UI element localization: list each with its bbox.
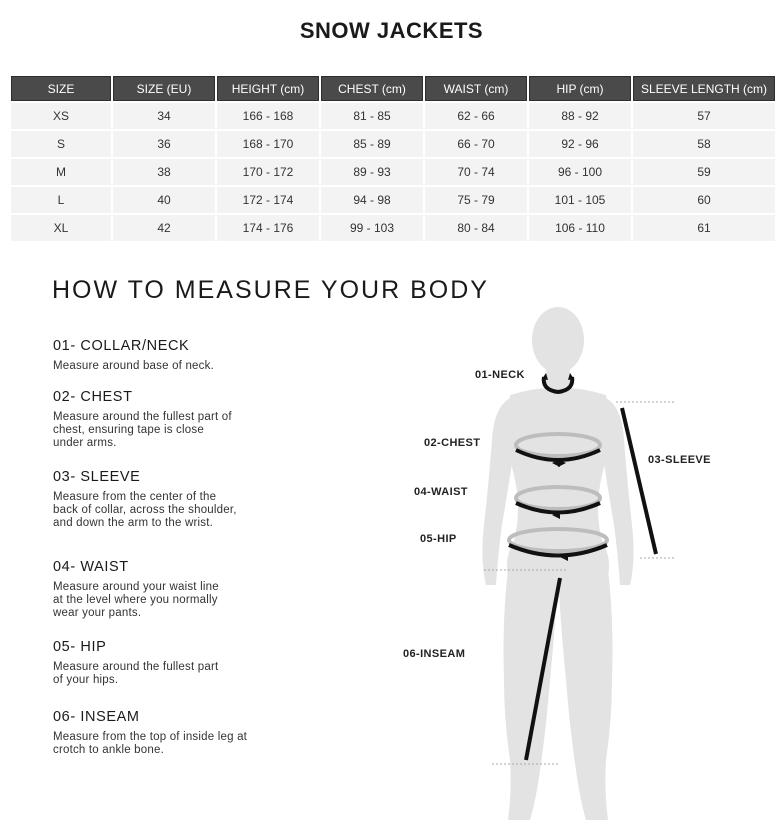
table-row	[11, 131, 775, 157]
table-cell: 57	[633, 103, 775, 129]
measure-item-title: 05- HIP	[53, 639, 107, 655]
header-sleeve-length: SLEEVE LENGTH (cm)	[633, 76, 775, 101]
table-cell: 60	[633, 187, 775, 213]
table-cell: 94 - 98	[321, 187, 423, 213]
measure-item-title: 06- INSEAM	[53, 709, 140, 725]
table-cell: 101 - 105	[529, 187, 631, 213]
table-cell: 34	[113, 103, 215, 129]
table-row	[11, 103, 775, 129]
header-hip: HIP (cm)	[529, 76, 631, 101]
table-cell: 89 - 93	[321, 159, 423, 185]
table-row	[11, 159, 775, 185]
measure-item-title: 01- COLLAR/NECK	[53, 338, 190, 354]
chest-label: 02-CHEST	[424, 437, 481, 449]
table-cell: 70 - 74	[425, 159, 527, 185]
table-cell: 42	[113, 215, 215, 241]
measure-item-waist	[53, 559, 263, 620]
table-cell: 38	[113, 159, 215, 185]
header-height: HEIGHT (cm)	[217, 76, 319, 101]
table-cell: 62 - 66	[425, 103, 527, 129]
table-cell: 36	[113, 131, 215, 157]
measure-item-desc: Measure around base of neck.	[53, 360, 214, 372]
table-cell: 75 - 79	[425, 187, 527, 213]
sleeve-label: 03-SLEEVE	[648, 454, 711, 466]
table-cell: 66 - 70	[425, 131, 527, 157]
size-chart-table	[9, 74, 777, 243]
table-cell: 174 - 176	[217, 215, 319, 241]
page-title: SNOW JACKETS	[299, 18, 484, 43]
table-cell: 99 - 103	[321, 215, 423, 241]
table-cell: 92 - 96	[529, 131, 631, 157]
header-size-eu: SIZE (EU)	[113, 76, 215, 101]
measure-item-title: 02- CHEST	[53, 389, 133, 405]
measure-item-chest	[53, 389, 263, 450]
table-cell: 80 - 84	[425, 215, 527, 241]
table-cell: 81 - 85	[321, 103, 423, 129]
neck-label: 01-NECK	[475, 369, 525, 381]
table-cell: 61	[633, 215, 775, 241]
table-cell: 106 - 110	[529, 215, 631, 241]
measure-item-desc: Measure from the top of inside leg at crotch to ankle bone.	[53, 731, 248, 756]
table-row	[11, 215, 775, 241]
table-cell: XL	[11, 215, 111, 241]
measure-item-inseam	[53, 709, 263, 757]
measure-item-sleeve	[53, 469, 263, 530]
table-cell: L	[11, 187, 111, 213]
body-silhouette-icon	[380, 300, 780, 830]
table-header-row	[11, 76, 775, 101]
table-cell: XS	[11, 103, 111, 129]
how-to-measure-title: HOW TO MEASURE YOUR BODY	[52, 276, 489, 304]
header-chest: CHEST (cm)	[321, 76, 423, 101]
measure-item-neck	[53, 338, 263, 373]
measure-item-desc: Measure around the fullest part of chest, ensuring tape is close under arms.	[53, 411, 232, 449]
table-cell: 58	[633, 131, 775, 157]
measure-item-hip	[53, 639, 263, 687]
table-cell: M	[11, 159, 111, 185]
table-cell: 168 - 170	[217, 131, 319, 157]
measure-item-desc: Measure around the fullest part of your hips.	[53, 661, 219, 686]
table-cell: 172 - 174	[217, 187, 319, 213]
header-size: SIZE	[11, 76, 111, 101]
table-cell: 88 - 92	[529, 103, 631, 129]
measure-item-title: 04- WAIST	[53, 559, 129, 575]
table-cell: 170 - 172	[217, 159, 319, 185]
body-measure-figure	[380, 300, 780, 830]
hip-label: 05-HIP	[420, 533, 457, 545]
table-row	[11, 187, 775, 213]
waist-label: 04-WAIST	[414, 486, 468, 498]
measure-item-desc: Measure from the center of the back of collar, across the shoulder, and down the arm to the wrist.	[53, 491, 237, 529]
header-waist: WAIST (cm)	[425, 76, 527, 101]
table-cell: 59	[633, 159, 775, 185]
table-cell: 85 - 89	[321, 131, 423, 157]
measure-item-title: 03- SLEEVE	[53, 469, 141, 485]
measure-item-desc: Measure around your waist line at the level where you normally wear your pants.	[53, 581, 219, 619]
inseam-label: 06-INSEAM	[403, 648, 466, 660]
table-cell: S	[11, 131, 111, 157]
table-cell: 96 - 100	[529, 159, 631, 185]
table-cell: 166 - 168	[217, 103, 319, 129]
table-cell: 40	[113, 187, 215, 213]
